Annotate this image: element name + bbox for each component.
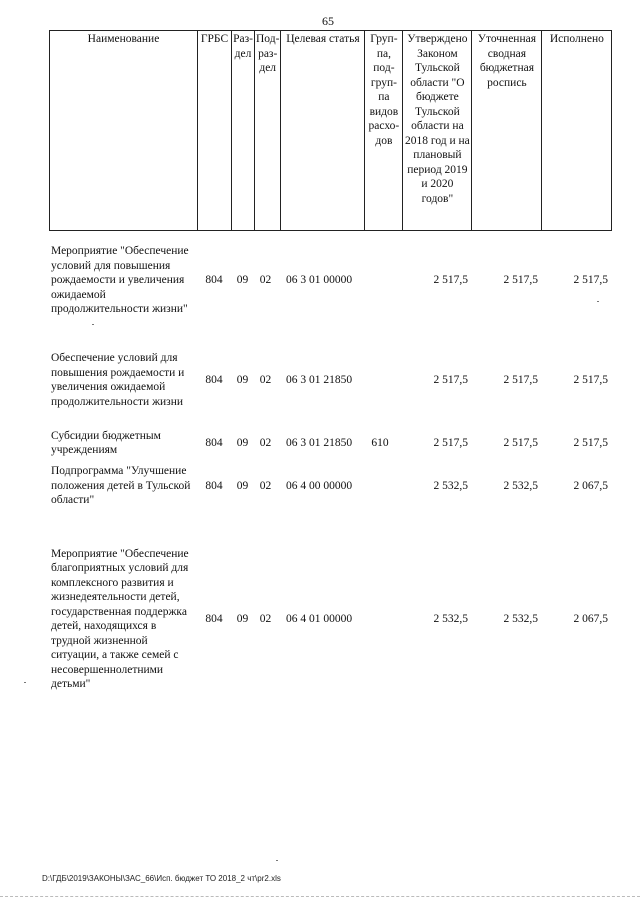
header-razdel: Раз-дел <box>232 31 255 231</box>
table-row <box>49 350 608 410</box>
row-approved: 2 532,5 <box>433 612 468 625</box>
header-approved: Утверждено Законом Тульской области "О бюджете Тульской области на 2018 год и на плановый период 2019 и 2020 годов" <box>403 31 472 231</box>
row-approved: 2 517,5 <box>433 274 468 286</box>
row-grbs: 804 <box>205 373 223 386</box>
header-grbs: ГРБС <box>198 31 232 231</box>
header-target: Целевая статья <box>281 31 365 231</box>
row-name: Мероприятие "Обеспечение благоприятных условий для комплексного развития и жизнедеятельности детей, государственная поддержка детей, находящихся в трудной жизненной ситуации, а также семей с несовершеннолетними детьми" <box>51 547 189 690</box>
header-name: Наименование <box>50 31 198 231</box>
row-revised: 2 532,5 <box>503 479 538 492</box>
row-razdel: 09 <box>236 373 249 386</box>
header-executed: Исполнено <box>542 31 612 231</box>
row-executed: 2 517,5 <box>573 373 608 386</box>
row-group <box>361 350 399 410</box>
scan-speck <box>24 682 26 683</box>
row-group: 610 <box>371 436 389 449</box>
row-razdel: 09 <box>236 436 249 449</box>
row-target: 06 4 01 00000 <box>285 612 353 625</box>
row-podrazdel: 02 <box>259 436 272 449</box>
row-revised: 2 517,5 <box>503 436 538 449</box>
row-approved: 2 517,5 <box>433 436 468 449</box>
table-header <box>49 30 612 231</box>
row-grbs: 804 <box>205 436 223 449</box>
row-podrazdel: 02 <box>259 274 272 286</box>
row-approved: 2 517,5 <box>433 373 468 386</box>
file-path-footer: D:\ГДБ\2019\ЗАКОНЫ\ЗАС_66\Исп. бюджет ТО 2018_2 чт\pr2.xls <box>42 874 281 883</box>
row-podrazdel: 02 <box>259 479 272 492</box>
table-row <box>49 545 608 693</box>
row-grbs: 804 <box>205 274 223 286</box>
row-target: 06 3 01 21850 <box>285 373 353 386</box>
row-grbs: 804 <box>205 479 223 492</box>
row-executed: 2 517,5 <box>573 274 608 286</box>
row-razdel: 09 <box>236 479 249 492</box>
row-group <box>361 545 399 693</box>
row-podrazdel: 02 <box>259 612 272 625</box>
row-executed: 2 067,5 <box>573 612 608 625</box>
row-name: Субсидии бюджетным учреждениям <box>51 429 161 456</box>
scan-speck <box>276 860 278 861</box>
row-revised: 2 517,5 <box>503 373 538 386</box>
row-name: Подпрограмма "Улучшение положения детей в Тульской области" <box>51 465 191 507</box>
row-revised: 2 517,5 <box>503 274 538 286</box>
row-executed: 2 067,5 <box>573 479 608 492</box>
page-number: 65 <box>322 14 334 28</box>
row-target: 06 4 00 00000 <box>285 479 353 492</box>
row-approved: 2 532,5 <box>433 479 468 492</box>
row-group <box>361 244 399 317</box>
row-razdel: 09 <box>236 612 249 625</box>
header-revised: Уточненная сводная бюджетная роспись <box>472 31 542 231</box>
table-row <box>49 244 608 317</box>
row-group <box>361 464 399 508</box>
row-name: Мероприятие "Обеспечение условий для повышения рождаемости и увеличения ожидаемой продолжительности жизни" <box>51 245 189 315</box>
row-name: Обеспечение условий для повышения рождаемости и увеличения ожидаемой продолжительности жизни <box>51 352 185 408</box>
row-revised: 2 532,5 <box>503 612 538 625</box>
row-podrazdel: 02 <box>259 373 272 386</box>
scan-edge-rule <box>0 896 640 897</box>
header-podrazdel: Под-раз-дел <box>255 31 281 231</box>
table-row <box>49 464 608 508</box>
row-target: 06 3 01 21850 <box>285 436 353 449</box>
scan-speck <box>92 324 94 325</box>
row-executed: 2 517,5 <box>573 436 608 449</box>
row-target: 06 3 01 00000 <box>285 274 353 286</box>
row-razdel: 09 <box>236 274 249 286</box>
table-row <box>49 428 608 458</box>
scan-speck <box>597 301 599 302</box>
row-grbs: 804 <box>205 612 223 625</box>
header-group: Груп-па, под-груп-па видов расхо-дов <box>365 31 403 231</box>
